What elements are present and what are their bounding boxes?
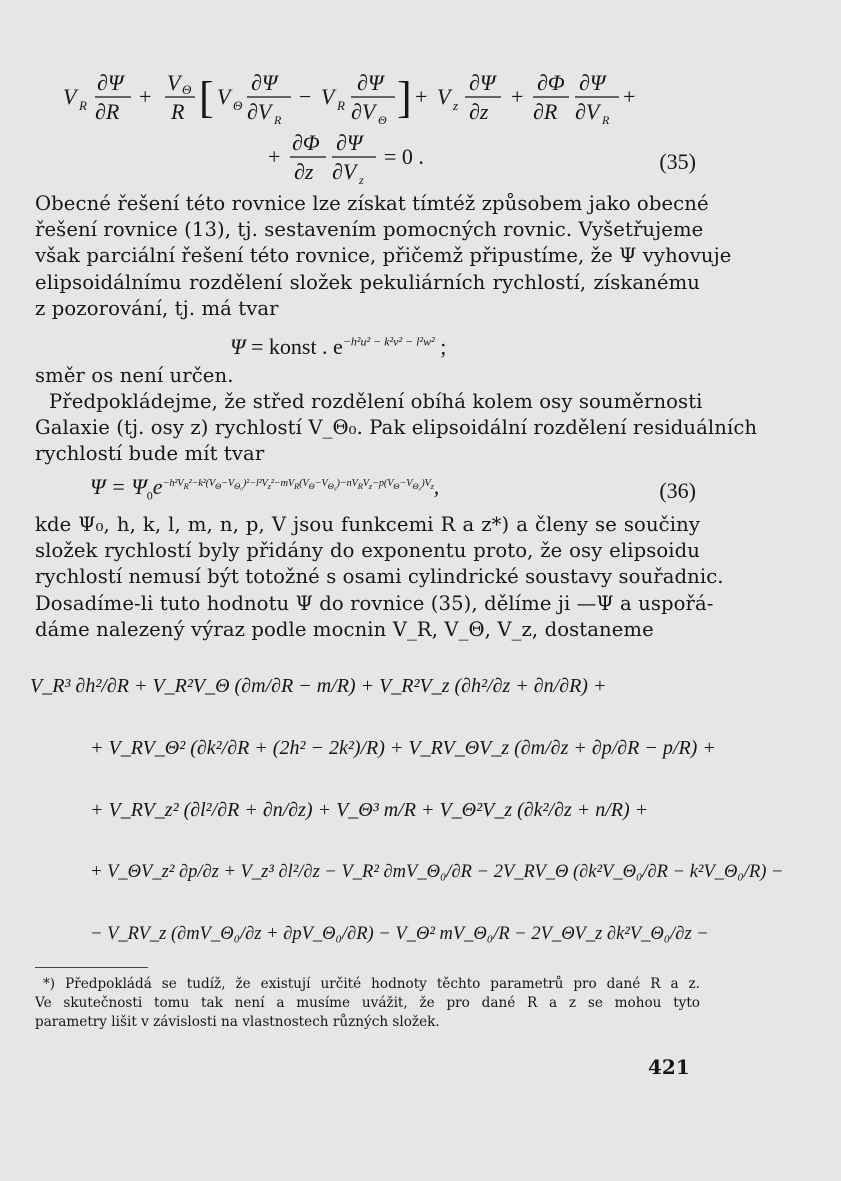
text-line: složek rychlostí byly přidány do exponentu proto, že osy elipsoidu [35,539,700,563]
text-line: Obecné řešení této rovnice lze získat tímtéž způsobem jako obecné [35,192,709,215]
equation-35-line1 [55,62,775,132]
svg-text:V: V [437,84,451,109]
footnote [35,975,700,1032]
svg-text:V: V [321,84,335,109]
svg-text:Θ: Θ [233,98,243,113]
paragraph-assumption [35,389,758,468]
equation-35-line2 [260,128,500,198]
svg-text:Θ: Θ [182,82,192,97]
svg-text:+: + [623,84,636,109]
svg-text:∂V: ∂V [351,99,376,124]
text-line: elipsoidálnímu rozdělení složek pekuliárních rychlostí, získanému [35,270,700,294]
svg-text:[: [ [199,73,214,122]
expanded-line-1: V_R³ ∂h²/∂R + V_R²V_Θ (∂m/∂R − m/R) + V_R²V_z (∂h²/∂z + ∂n/∂R) + [30,675,607,697]
equation-psi-form: Ψ = konst . $e^{-h^2u^2 - k^2v^2 - l^2w^2}$ ; [230,334,447,359]
svg-text:+: + [511,84,524,109]
svg-text:∂R: ∂R [533,99,558,124]
text-line: řešení rovnice (13), tj. sestavením pomocných rovnic. Vyšetřujeme [35,218,704,242]
svg-text:= 0 .: = 0 . [384,144,424,169]
svg-text:∂Φ: ∂Φ [292,130,320,155]
expanded-equation [30,655,784,965]
equation-35-number: (35) [659,149,696,174]
svg-text:+: + [415,84,428,109]
svg-text:∂Ψ: ∂Ψ [97,70,124,95]
expanded-line-4: + V_ΘV_z² ∂p/∂z + V_z³ ∂l²/∂z − V_R² ∂mV_Θ₀/∂R − 2V_RV_Θ (∂k²V_Θ₀/∂R − k²V_Θ₀/R) − [90,862,784,882]
text-line: však parciální řešení této rovnice, přičemž připustíme, že Ψ vyhovuje [35,244,732,268]
text-line: Dosadíme-li tuto hodnotu Ψ do rovnice (35), dělíme ji —Ψ a uspořá- [35,591,714,615]
svg-text:R: R [171,99,185,124]
svg-text:∂Ψ: ∂Ψ [336,130,363,155]
svg-text:R: R [79,98,87,113]
svg-text:+: + [139,84,152,109]
svg-text:∂R: ∂R [95,99,120,124]
text-line: z pozorování, tj. má tvar [35,296,279,320]
svg-text:∂Ψ: ∂Ψ [357,70,384,95]
svg-text:z: z [453,98,459,113]
svg-text:R: R [337,98,345,113]
svg-text:∂Φ: ∂Φ [537,70,565,95]
text-line: rychlostí nemusí být totožné s osami cylindrické soustavy souřadnic. [35,565,724,589]
svg-text:∂V: ∂V [575,99,600,124]
paragraph-axes [35,363,700,389]
svg-text:R: R [274,113,282,127]
svg-text:∂z: ∂z [294,159,314,184]
svg-text:∂Ψ: ∂Ψ [251,70,278,95]
footnote-rule [35,967,148,968]
text-line: dáme nalezený výraz podle mocnin V_R, V_Θ, V_z, dostaneme [35,617,654,641]
svg-text:Θ: Θ [378,113,387,127]
svg-text:V: V [167,70,181,95]
equation-36-number: (36) [659,478,696,503]
footnote-line: *) Předpokládá se tudíž, že existují určité hodnoty těchto parametrů pro dané R a z. [43,976,700,992]
svg-text:∂V: ∂V [332,159,357,184]
svg-text:+: + [268,144,281,169]
page-number: 421 [648,1055,690,1079]
svg-text:∂z: ∂z [469,99,489,124]
svg-text:∂Ψ: ∂Ψ [579,70,606,95]
equation-36: $\Psi = \Psi_0e^{-h^2V_R^2-k^2(V_\Theta-V_{\Theta_0})^2-l^2V_z^2-mV_R(V_\Theta-V_{\Theta_0})-nV_RV_z-p(V_\Theta-V_{\Theta_0})V_z}$, [90,474,440,503]
paragraph-substitution [35,512,724,643]
expanded-line-5: − V_RV_z (∂mV_Θ₀/∂z + ∂pV_Θ₀/∂R) − V_Θ² mV_Θ₀/R − 2V_ΘV_z ∂k²V_Θ₀/∂z − [90,924,709,944]
paragraph-intro [35,191,732,322]
svg-text:∂Ψ: ∂Ψ [469,70,496,95]
svg-text:V: V [63,84,77,109]
text-line: rychlostí bude mít tvar [35,442,265,466]
footnote-line: parametry lišit v závislosti na vlastnostech různých složek. [35,1014,440,1030]
svg-text:z: z [359,173,364,187]
svg-text:−: − [299,84,312,109]
footnote-line: Ve skutečnosti tomu tak není a musíme uvážit, že pro dané R a z se mohou tyto [35,995,700,1011]
svg-text:]: ] [397,73,412,122]
expanded-line-3: + V_RV_z² (∂l²/∂R + ∂n/∂z) + V_Θ³ m/R + V_Θ²V_z (∂k²/∂z + n/R) + [90,799,649,821]
text-line: Předpokládejme, že střed rozdělení obíhá kolem osy souměrnosti [49,390,703,413]
text-line: kde Ψ₀, h, k, l, m, n, p, V jsou funkcemi R a z*) a členy se součiny [35,513,700,536]
text-line: Galaxie (tj. osy z) rychlostí V_Θ₀. Pak elipsoidální rozdělení residuálních [35,416,758,440]
svg-text:R: R [602,113,610,127]
text-line: směr os není určen. [35,364,234,387]
expanded-line-2: + V_RV_Θ² (∂k²/∂R + (2h² − 2k²)/R) + V_RV_ΘV_z (∂m/∂z + ∂p/∂R − p/R) + [90,737,716,759]
svg-text:∂V: ∂V [247,99,272,124]
svg-text:V: V [217,84,231,109]
